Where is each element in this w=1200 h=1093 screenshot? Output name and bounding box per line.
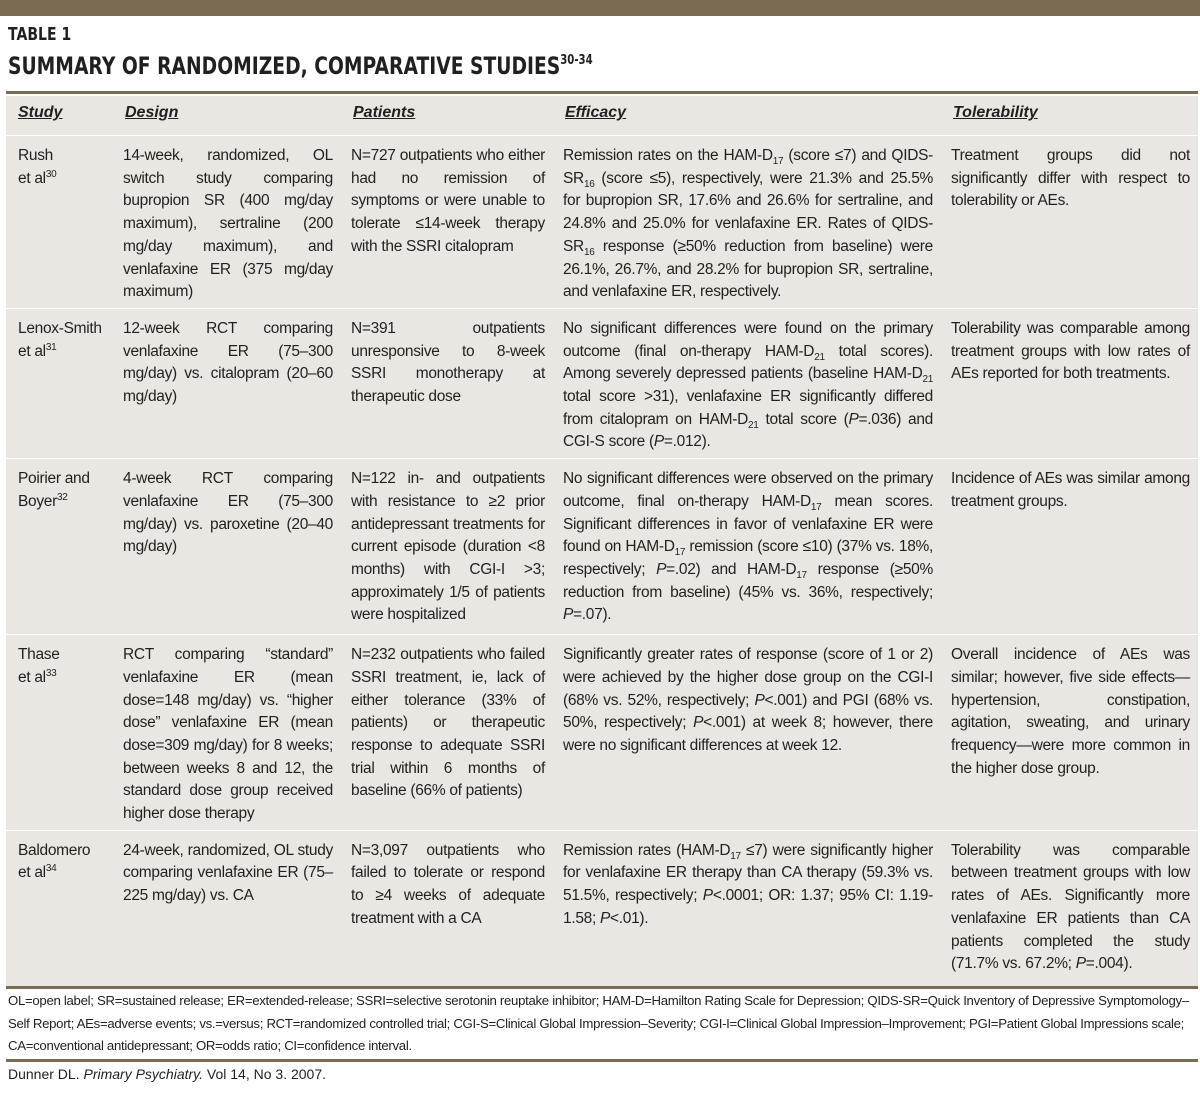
reference-number: 33 — [45, 667, 57, 679]
cell-design: 12-week RCT comparing venlafaxine ER (75–300 mg/day) vs. citalopram (20–60 mg/day) — [113, 308, 341, 458]
cell-efficacy: No significant differences were found on the primary outcome (final on-therapy HAM-$D_{21}$ total scores). Among severely depressed patients (baseline HAM-$D_{21}$ total score >31), venlafaxine ER significantly differed from citalopram on HAM-$D_{21}$ total score (P=.036) and CGI-S score (P=.012). — [553, 308, 941, 458]
reference-number: 32 — [57, 491, 68, 503]
cell-patients: N=727 outpatients who either had no remission of symptoms or were unable to tolerate ≤14-week therapy with the SSRI citalopram — [341, 136, 553, 309]
study-name-line2: et al — [18, 864, 46, 882]
subscript: 21 — [922, 374, 933, 386]
table-title — [8, 52, 593, 80]
source-details: Vol 14, No 3. 2007. — [206, 1066, 327, 1082]
title-rule — [6, 91, 1198, 94]
column-header-efficacy: Efficacy — [565, 104, 627, 121]
italic-text: P — [754, 691, 765, 709]
source-author: Dunner DL. — [8, 1066, 80, 1082]
reference-number: 34 — [45, 863, 57, 875]
table-bottom-rule — [6, 986, 1198, 989]
subscript: 16 — [583, 246, 595, 258]
abbreviations-footnote: OL=open label; SR=sustained release; ER=extended-release; SSRI=selective serotonin reuptake inhibitor; HAM-D=Hamilton Rating Scale for Depression; QIDS-SR=Quick Inventory of Depressive Symptomology–Self Report; AEs=adverse events; vs.=versus; RCT=randomized controlled trial; CGI-S=Clinical Global Impression–Severity; CGI-I=Clinical Global Impression–Improvement; PGI=Patient Global Impressions scale; CA=conventional antidepressant; OR=odds ratio; CI=confidence interval. — [8, 993, 1189, 1053]
cell-patients: N=3,097 outpatients who failed to tolerate or respond to ≥4 weeks of adequate treatment with a CA — [341, 830, 553, 1008]
study-name: Baldomero — [18, 841, 91, 859]
subscript: 21 — [748, 419, 759, 431]
cell-tolerability: Tolerability was comparable among treatment groups with low rates of AEs reported for both treatments. — [941, 308, 1198, 458]
table-row — [6, 308, 1198, 458]
table-row — [6, 459, 1198, 635]
italic-text: P — [656, 560, 667, 578]
cell-study — [6, 830, 113, 1008]
top-rule — [0, 0, 1200, 16]
title-reference: 30-34 — [560, 53, 593, 68]
study-name-line2: et al — [18, 342, 46, 360]
cell-efficacy: Significantly greater rates of response (score of 1 or 2) were achieved by the higher dose group on the CGI-I (68% vs. 52%, respectively; P<.001) and PGI (68% vs. 50%, respectively; P<.001) at week 8; however, there were no significant differences at week 12. — [553, 635, 941, 831]
column-header-patients: Patients — [353, 104, 416, 121]
cell-design: RCT comparing “standard” venlafaxine ER (mean dose=148 mg/day) vs. “higher dose” venlafaxine ER (mean dose=309 mg/day) for 8 weeks; between weeks 8 and 12, the standard dose group received higher dose therapy — [113, 635, 341, 831]
reference-number: 31 — [45, 341, 57, 353]
cell-efficacy: No significant differences were observed on the primary outcome, final on-therapy HAM-$D_{17}$ mean scores. Significant differences in favor of venlafaxine ER were found on HAM-$D_{17}$ remission (score ≤10) (37% vs. 18%, respectively; P=.02) and HAM-$D_{17}$ response (≥50% reduction from baseline) (45% vs. 36%, respectively; P=.07). — [553, 459, 941, 635]
italic-text: P — [599, 909, 611, 927]
cell-patients: N=232 outpatients who failed SSRI treatment, ie, lack of either tolerance (33% of patients) or therapeutic response to adequate SSRI trial within 6 months of baseline (66% of patients) — [341, 635, 553, 831]
subscript: 17 — [772, 156, 784, 168]
column-header-design: Design — [125, 104, 179, 121]
cell-study — [6, 635, 113, 831]
italic-text: P — [1075, 955, 1086, 973]
study-name: Poirier and — [18, 470, 90, 488]
subscript: 16 — [583, 178, 595, 190]
table-row — [6, 830, 1198, 1008]
study-name: Lenox-Smith — [18, 319, 102, 337]
study-name: Rush — [18, 147, 53, 164]
table-title-text: SUMMARY OF RANDOMIZED, COMPARATIVE STUDIES — [8, 52, 561, 80]
table-label: TABLE 1 — [8, 24, 72, 45]
cell-tolerability: Incidence of AEs was similar among treatment groups. — [941, 459, 1198, 635]
cell-patients: N=391 outpatients unresponsive to 8-week SSRI monotherapy at therapeutic dose — [341, 308, 553, 458]
column-header-study: Study — [18, 104, 63, 121]
italic-text: P — [693, 714, 704, 732]
italic-text: P — [848, 410, 859, 428]
study-name-line2: et al — [18, 169, 46, 187]
table-row — [6, 136, 1198, 309]
studies-table — [6, 96, 1198, 1008]
subscript: 17 — [730, 850, 741, 862]
cell-efficacy: Remission rates $(HAM-D_{17} \le 7)$ were significantly higher for venlafaxine ER therapy than CA therapy (59.3% vs. 51.5%, respectively; P<.0001; OR: 1.37; 95% CI: 1.19-1.58; P<.01). — [553, 830, 941, 1008]
footnote-rule — [6, 1059, 1198, 1062]
italic-text: P — [653, 433, 664, 451]
study-name: Thase — [18, 646, 60, 664]
cell-design: 4-week RCT comparing venlafaxine ER (75–300 mg/day) vs. paroxetine (20–40 mg/day) — [113, 459, 341, 635]
subscript: 17 — [674, 547, 686, 559]
cell-tolerability: Tolerability was comparable between treatment groups with low rates of AEs. Significantly more venlafaxine ER patients than CA patients completed the study (71.7% vs. 67.2%; P=.004). — [941, 830, 1198, 1008]
cell-study — [6, 459, 113, 635]
study-name-line2: Boyer — [18, 492, 57, 510]
reference-number: 30 — [45, 168, 57, 180]
cell-efficacy: Remission rates on the HAM-$D_{17}$ (score ≤7) and QIDS-$SR_{16}$ (score ≤5), respectively, were 21.3% and 25.5% for bupropion SR, 17.6% and 26.6% for sertraline, and 24.8% and 25.0% for venlafaxine ER. Rates of QIDS-$SR_{16}$ response (≥50% reduction from baseline) were 26.1%, 26.7%, and 28.2% for bupropion SR, sertraline, and venlafaxine ER, respectively. — [553, 136, 941, 309]
header-row — [6, 96, 1198, 136]
source-citation — [8, 1066, 326, 1082]
subscript: 17 — [810, 501, 822, 513]
cell-design: 24-week, randomized, OL study comparing venlafaxine ER (75–225 mg/day) vs. CA — [113, 830, 341, 1008]
source-journal: Primary Psychiatry. — [83, 1066, 204, 1082]
cell-tolerability: Overall incidence of AEs was similar; however, five side effects—hypertension, constipation, agitation, sweating, and urinary frequency—were more common in the higher dose group. — [941, 635, 1198, 831]
cell-patients: N=122 in- and outpatients with resistance to ≥2 prior antidepressant treatments for current episode (duration <8 months) with CGI-I >3; approximately 1/5 of patients were hospitalized — [341, 459, 553, 635]
cell-tolerability: Treatment groups did not significantly differ with respect to tolerability or AEs. — [941, 136, 1198, 309]
column-header-tolerability: Tolerability — [953, 104, 1038, 121]
subscript: 17 — [796, 570, 807, 582]
table-row — [6, 635, 1198, 831]
italic-text: P — [702, 887, 713, 905]
study-name-line2: et al — [18, 668, 46, 686]
subscript: 21 — [814, 351, 825, 363]
italic-text: P — [563, 606, 574, 624]
cell-design: 14-week, randomized, OL switch study comparing bupropion SR (400 mg/day maximum), sertraline (200 mg/day maximum), and venlafaxine ER (375 mg/day maximum) — [113, 136, 341, 309]
cell-study — [6, 308, 113, 458]
cell-study — [6, 136, 113, 309]
